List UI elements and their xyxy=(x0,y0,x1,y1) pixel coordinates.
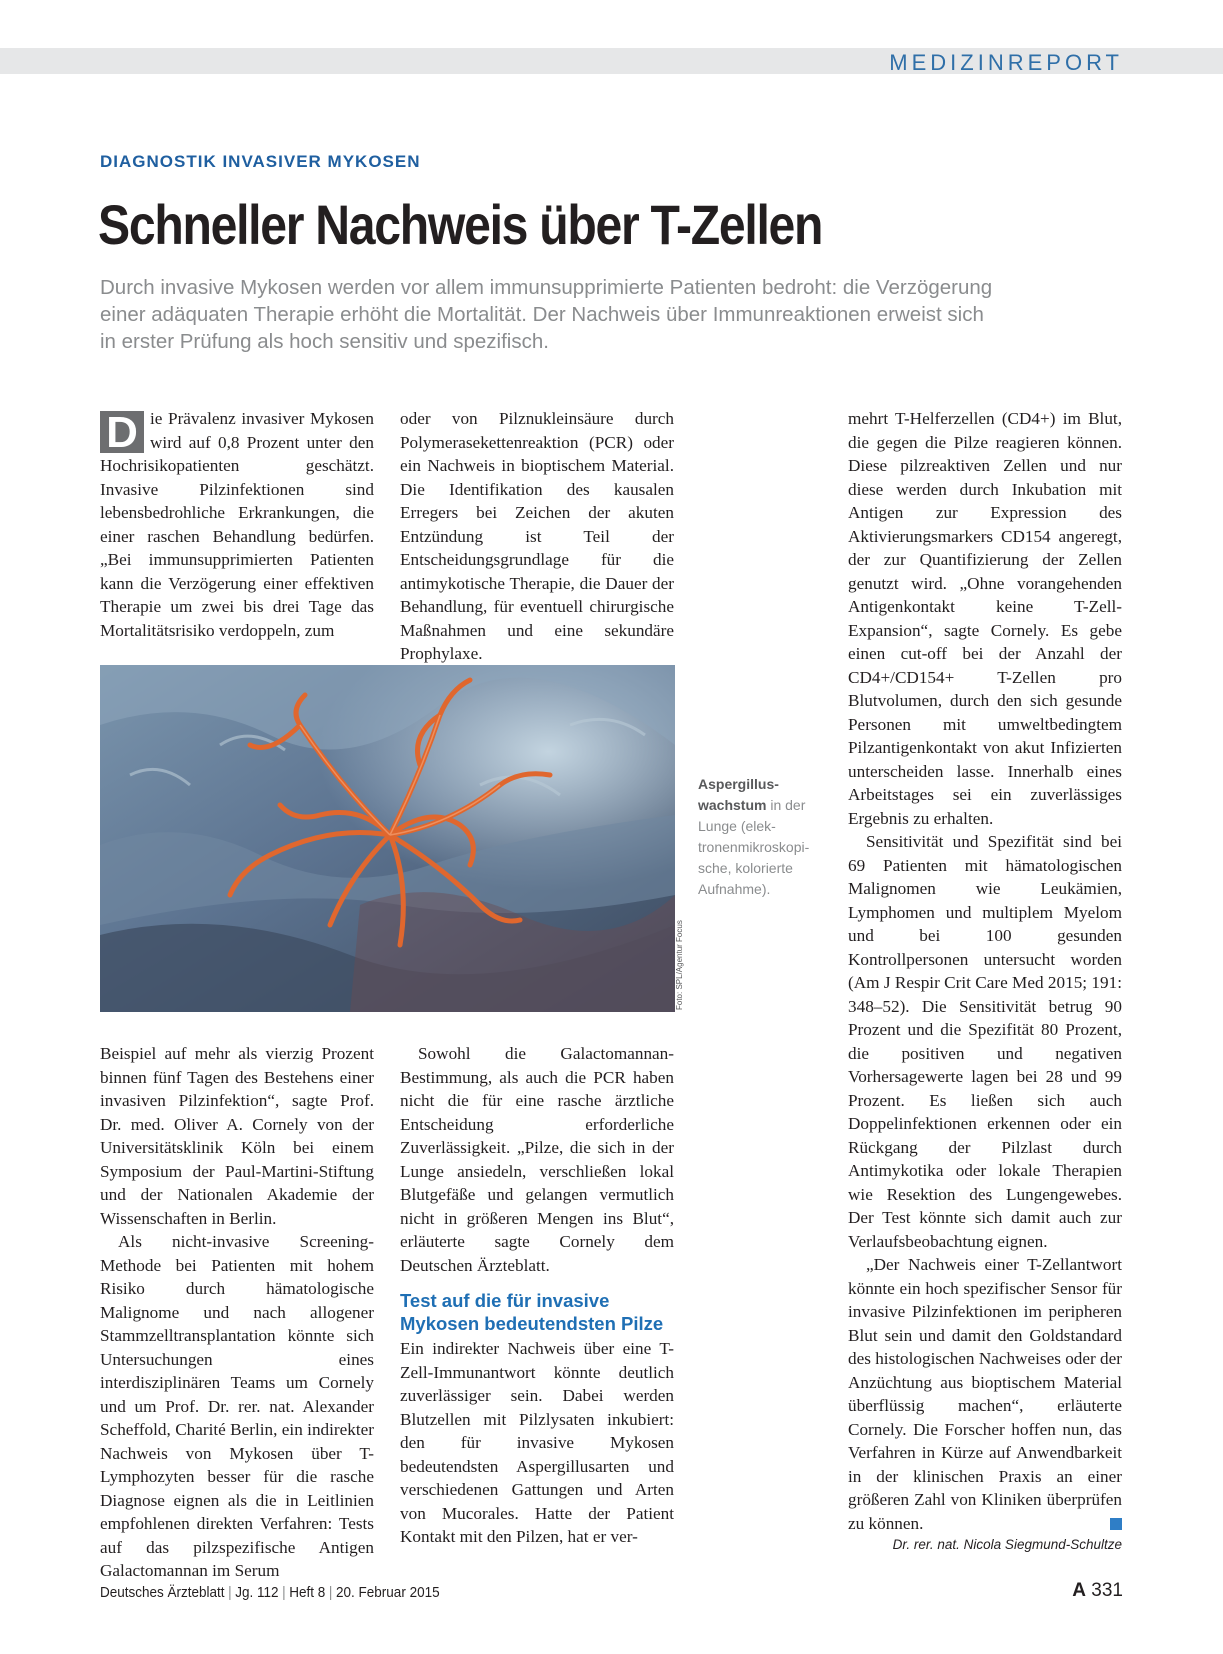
paragraph: oder von Pilznukleinsäure durch Polymerasekettenreaktion (PCR) oder ein Nachweis in bioptischem Material. Die Identifikation des kausalen Erregers bei Zeichen der akuten Entzündung ist Teil der Entscheidungsgrundlage für die antimykotische Therapie, die Dauer der Behandlung, für eventuell chirurgische Maßnahmen und eine sekundäre Prophylaxe. xyxy=(400,409,674,663)
paragraph: Ein indirekter Nachweis über eine T-Zell-Immunantwort könnte deutlich zuverlässiger sein. Dabei werden Blutzellen mit Pilzlysaten inkubiert: den für invasive Mykosen bedeutendsten Aspergillusarten und verschiedenen Gattungen und Arten von Mucorales. Hatte der Patient Kontakt mit den Pilzen, hat er ver- xyxy=(400,1339,674,1546)
article-kicker: DIAGNOSTIK INVASIVER MYKOSEN xyxy=(100,152,421,171)
figure-caption xyxy=(698,774,828,900)
paragraph: Sowohl die Galactomannan-Bestimmung, als auch die PCR haben nicht die für eine rasche ärztliche Entscheidung erforderliche Zuverlässigkeit. „Pilze, die sich in der Lunge ansiedeln, verschließen lokal Blutgefäße und gelangen vermutlich nicht in größeren Mengen ins Blut“, erläuterte sagte Cornely dem Deutschen Ärzteblatt. xyxy=(400,1044,674,1275)
paragraph-text: „Der Nachweis einer T-Zellantwort könnte ein hoch spezifischer Sensor für invasive Pilzinfektionen im peripheren Blut sein und damit den Goldstandard des histologischen Nachweises oder der Anzüchtung aus bioptischem Material überflüssig machen“, erläuterte Cornely. Die Forscher hoffen nun, das Verfahren in Kürze auf Anwendbarkeit in der klinischen Praxis an einer größeren Zahl von Kliniken überprüfen zu können. xyxy=(848,1255,1122,1533)
photo-credit: Foto: SPL/Agentur Focus xyxy=(675,920,684,1010)
aspergillus-image xyxy=(100,665,675,1012)
article-title: Schneller Nachweis über T-Zellen xyxy=(98,193,823,256)
paragraph xyxy=(848,1253,1122,1535)
column-2-top xyxy=(400,407,674,666)
column-2-bottom xyxy=(400,1042,674,1549)
aspergillus-photo xyxy=(100,665,675,1012)
paragraph: Als nicht-invasive Screening-Methode bei Patienten mit hohem Risiko durch hämatologische Malignome und nach allogener Stammzelltransplantation könnte sich Untersuchungen eines interdisziplinären Teams um Cornely und um Prof. Dr. rer. nat. Alexander Scheffold, Charité Berlin, ein indirekter Nachweis von Mykosen über T-Lymphozyten besser für die rasche Diagnose eignen als die in Leitlinien empfohlenen direkten Verfahren: Tests auf das pilzspezifische Antigen Galactomannan im Serum xyxy=(100,1232,374,1580)
article-author: Dr. rer. nat. Nicola Siegmund-Schultze xyxy=(892,1537,1122,1552)
paragraph xyxy=(100,407,374,642)
paragraph: mehrt T-Helferzellen (CD4+) im Blut, die gegen die Pilze reagieren können. Diese pilzreaktiven Zellen und nur diese werden durch Inkubation mit Antigen zur Expression des Aktivierungsmarkers CD154 angeregt, der zur Quantifizierung der Zellen genutzt wird. „Ohne vorangehenden Antigenkontakt keine T-Zell-Expansion“, sagte Cornely. Es gebe einen cut-off bei der Anzahl der CD4+/CD154+ T-Zellen pro Blutvolumen, durch den sich gesunde Personen mit umweltbedingtem Pilzantigenkontakt von akut Infizierten unterscheiden lasse. Innerhalb eines Arbeitstages sei ein zuverlässiges Ergebnis zu erhalten. xyxy=(848,409,1122,828)
caption-text: in der Lunge (elektronenmikroskopische, kolorierte Aufnahme). xyxy=(698,797,810,897)
page-number xyxy=(1072,1580,1123,1602)
column-1-top xyxy=(100,407,374,642)
paragraph-text: ie Prävalenz invasiver Mykosen wird auf 0,8 Prozent unter den Hochrisikopatienten geschätzt. Invasive Pilzinfektionen sind lebensbedrohliche Erkrankungen, die einer raschen Behandlung bedürfen. „Bei immunsupprimierten Patienten kann die Verzögerung einer effektiven Therapie um zwei bis drei Tage das Mortalitätsrisiko verdoppeln, zum xyxy=(100,409,374,640)
journal-date: 20. Februar 2015 xyxy=(336,1584,440,1601)
subheading: Test auf die für invasive Mykosen bedeutendsten Pilze xyxy=(400,1290,664,1334)
drop-cap: D xyxy=(100,411,144,453)
column-1-bottom xyxy=(100,1042,374,1583)
paragraph: Beispiel auf mehr als vierzig Prozent binnen fünf Tagen des Bestehens einer invasiven Pilzinfektion“, sagte Prof. Dr. med. Oliver A. Cornely von der Universitätsklinik Köln bei einem Symposium der Paul-Martini-Stiftung und der Nationalen Akademie der Wissenschaften in Berlin. xyxy=(100,1044,374,1228)
paragraph: Sensitivität und Spezifität sind bei 69 Patienten mit hämatologischen Malignomen wie Leukämien, Lymphomen und multiplem Myelom und bei 100 gesunden Kontrollpersonen untersucht worden (Am J Respir Crit Care Med 2015; 191: 348–52). Die Sensitivität betrug 90 Prozent und die Spezifität 80 Prozent, die positiven und negativen Vorhersagewerte lagen bei 28 und 99 Prozent. Es ließen sich auch Doppelinfektionen erkennen oder ein Rückgang der Pilzlast durch Antimykotika oder lokale Therapien wie Resektion des Lungengewebes. Der Test könnte sich damit auch zur Verlaufsbeobachtung eignen. xyxy=(848,832,1122,1251)
end-mark-icon xyxy=(1110,1518,1122,1530)
caption-emphasis: Aspergilluswachstum xyxy=(698,776,779,813)
footer: Deutsches Ärzteblatt | Jg. 112 | Heft 8 | 20. Februar 2015 xyxy=(100,1584,440,1601)
journal-volume: Jg. 112 xyxy=(235,1584,279,1601)
journal-name: Deutsches Ärzteblatt xyxy=(100,1584,225,1601)
column-3 xyxy=(848,407,1122,1535)
journal-issue: Heft 8 xyxy=(289,1584,326,1601)
page-number-value: 331 xyxy=(1091,1580,1123,1601)
article-lead: Durch invasive Mykosen werden vor allem immunsupprimierte Patienten bedroht: die Verzögerung einer adäquaten Therapie erhöht die Mortalität. Der Nachweis über Immunreaktionen erweist sich in erster Prüfung als hoch sensitiv und spezifisch. xyxy=(100,276,993,353)
section-label: MEDIZINREPORT xyxy=(889,50,1123,75)
page-prefix: A xyxy=(1072,1580,1087,1601)
